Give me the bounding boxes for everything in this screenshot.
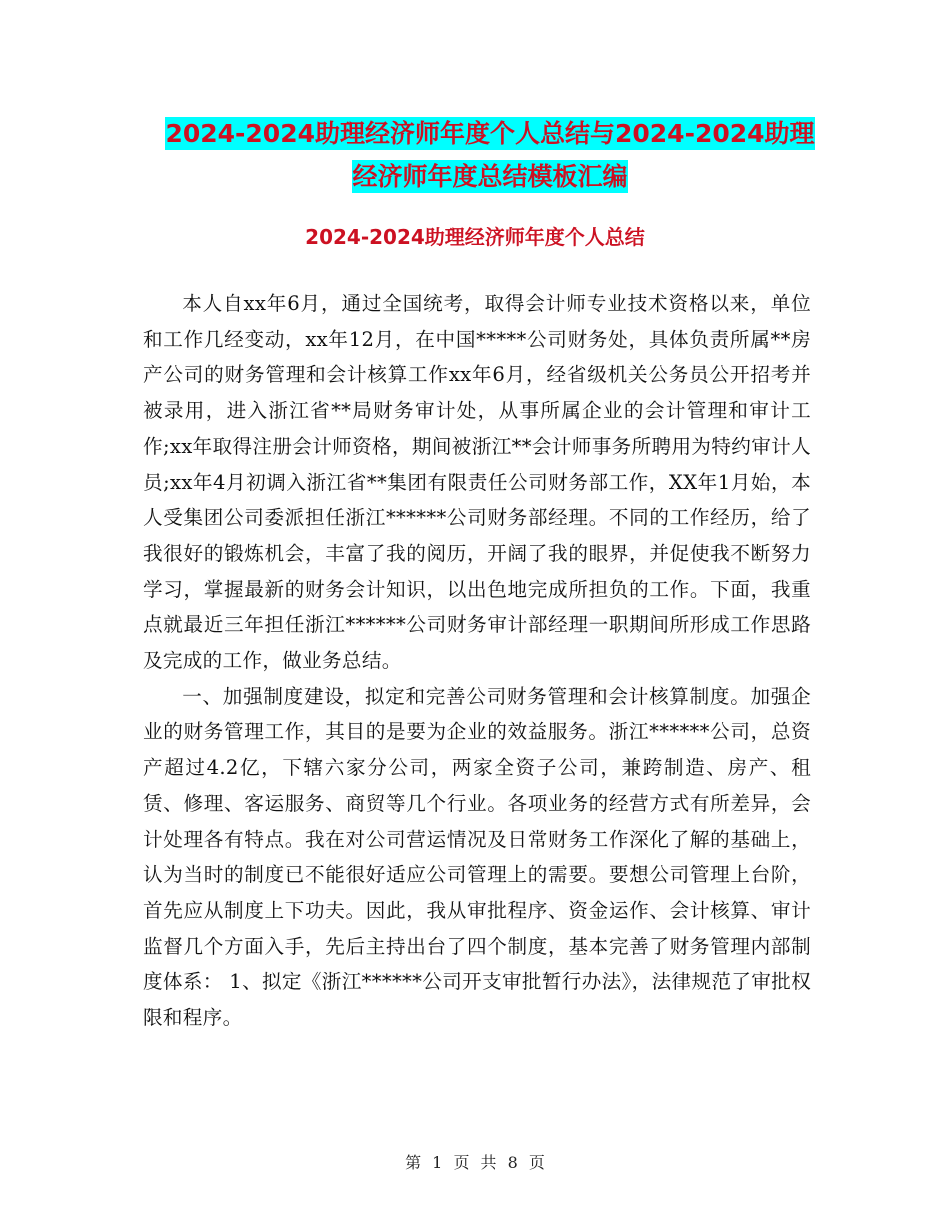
body-text (143, 286, 811, 1036)
document-title-line-2: 经济师年度总结模板汇编 (352, 162, 628, 191)
document-title (140, 112, 840, 198)
paragraph-1: 本人自xx年6月，通过全国统考，取得会计师专业技术资格以来，单位和工作几经变动，xx年12月，在中国*****公司财务处，具体负责所属**房产公司的财务管理和会计核算工作xx年6月，经省级机关公务员公开招考并被录用，进入浙江省**局财务审计处，从事所属企业的会计管理和审计工作;xx年取得注册会计师资格，期间被浙江**会计师事务所聘用为特约审计人员;xx年4月初调入浙江省**集团有限责任公司财务部工作，XX年1月始，本人受集团公司委派担任浙江******公司财务部经理。不同的工作经历，给了我很好的锻炼机会，丰富了我的阅历，开阔了我的眼界，并促使我不断努力学习，掌握最新的财务会计知识，以出色地完成所担负的工作。下面，我重点就最近三年担任浙江******公司财务审计部经理一职期间所形成工作思路及完成的工作，做业务总结。 (143, 292, 811, 673)
page-footer: 第 1 页 共 8 页 (405, 1153, 545, 1172)
section-title: 2024-2024助理经济师年度个人总结 (305, 225, 645, 249)
document-title-line-1: 2024-2024助理经济师年度个人总结与2024-2024助理 (165, 119, 815, 148)
paragraph-2: 一、加强制度建设，拟定和完善公司财务管理和会计核算制度。加强企业的财务管理工作，其目的是要为企业的效益服务。浙江******公司，总资产超过4.2亿，下辖六家分公司，两家全资子公司，兼跨制造、房产、租赁、修理、客运服务、商贸等几个行业。各项业务的经营方式有所差异，会计处理各有特点。我在对公司营运情况及日常财务工作深化了解的基础上，认为当时的制度已不能很好适应公司管理上的需要。要想公司管理上台阶，首先应从制度上下功夫。因此，我从审批程序、资金运作、会计核算、审计监督几个方面入手，先后主持出台了四个制度，基本完善了财务管理内部制度体系： 1、拟定《浙江******公司开支审批暂行办法》，法律规范了审批权限和程序。 (143, 684, 811, 1030)
